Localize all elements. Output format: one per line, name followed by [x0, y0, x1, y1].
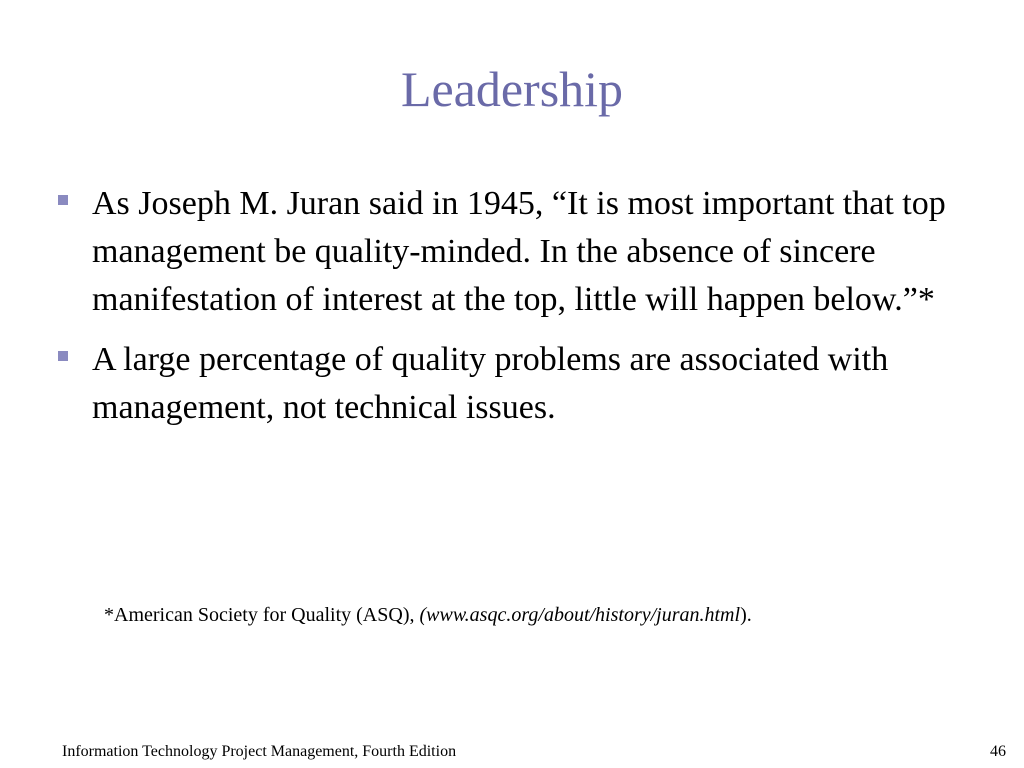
bullet-item	[56, 336, 996, 432]
bullet-text: A large percentage of quality problems are associated with management, not technical issues.	[92, 341, 889, 426]
bullet-text: As Joseph M. Juran said in 1945, “It is most important that top management be quality-minded. In the absence of sincere manifestation of interest at the top, little will happen below.”*	[92, 185, 946, 318]
square-bullet-icon	[58, 195, 68, 205]
bullet-item	[56, 180, 996, 324]
page-number: 46	[990, 743, 1006, 760]
square-bullet-icon	[58, 351, 68, 361]
footnote-url: (www.asqc.org/about/history/juran.html	[419, 604, 741, 626]
footer-book-title: Information Technology Project Management, Fourth Edition	[62, 743, 457, 760]
bullet-list	[56, 180, 996, 444]
footnote	[104, 602, 752, 628]
footnote-prefix: *American Society for Quality (ASQ),	[104, 604, 420, 626]
slide-title: Leadership	[400, 61, 624, 117]
footnote-suffix: ).	[740, 604, 752, 626]
